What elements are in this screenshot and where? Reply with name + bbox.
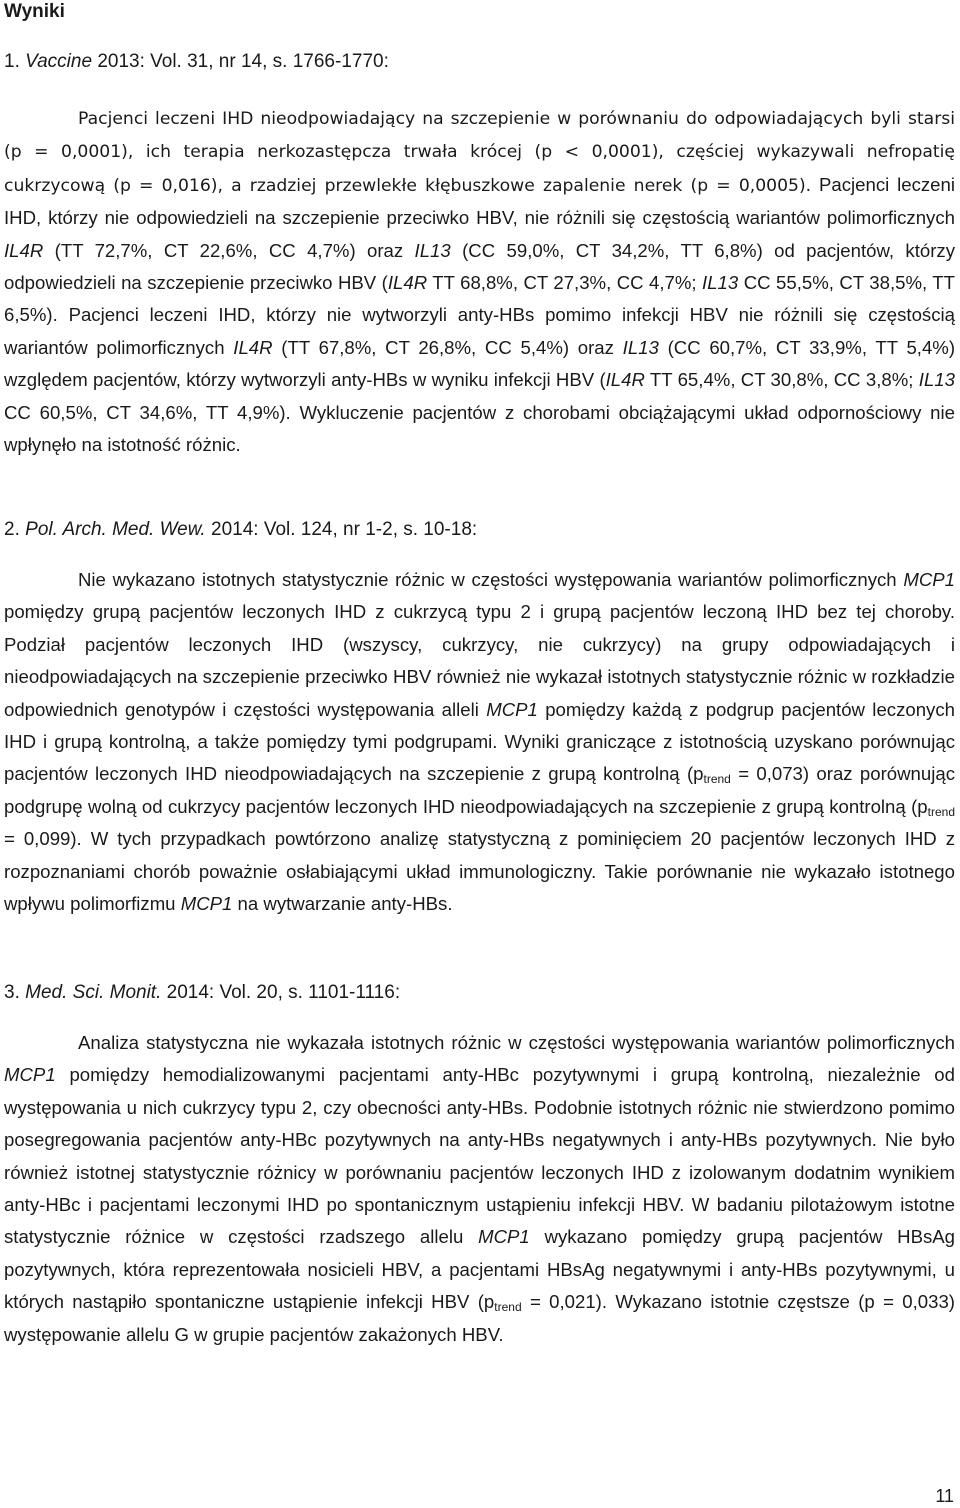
paragraph-text: (TT 72,7%, CT 22,6%, CC 4,7%) oraz: [54, 239, 404, 261]
gene-name: MCP1: [4, 1064, 56, 1086]
paragraph-text: (CC 60,7%, CT 33,9%, TT 5,4%) względem pacjentów, którzy wytworzyli anty-HBs w wyniku infekcji HBV (: [4, 336, 956, 391]
paragraph-text: wykazano pomiędzy grupą pacjentów HBsAg pozytywnych, która reprezentowała nosicieli HBV, a pacjentami HBsAg negatywnymi i anty-HBs pozytywnymi, u których nastąpiło spontaniczne ustąpienie infekcji HBV (p: [4, 1226, 956, 1313]
gene-name: IL4R: [233, 336, 273, 358]
reference-number: 2.: [4, 519, 20, 540]
reference-3-citation: [4, 981, 400, 1005]
paragraph-text: CC 60,5%, CT 34,6%, TT 4,9%). Wykluczenie pacjentów z chorobami obciążającymi układ odpornościowy nie wpłynęło na istotność różnic.: [4, 401, 955, 456]
subscript-trend: trend: [494, 1300, 522, 1315]
journal-name: Med. Sci. Monit.: [25, 982, 162, 1003]
gene-name: MCP1: [486, 698, 538, 720]
paragraph-text: CC 55,5%, CT 38,5%, TT 6,5%).: [4, 272, 956, 326]
gene-name: IL13: [702, 272, 739, 294]
gene-name: IL4R: [387, 272, 428, 294]
paragraph-text: Nie wykazano istotnych statystycznie różnic w częstości występowania wariantów polimorficznych: [78, 569, 897, 590]
gene-name: IL13: [918, 369, 955, 391]
paragraph-text: = 0,073) oraz porównując podgrupę wolną od cukrzycy pacjentów leczonych IHD nieodpowiadających na szczepienie z grupą kontrolną (p: [4, 763, 955, 817]
citation-details: 2014: Vol. 124, nr 1-2, s. 10-18:: [211, 519, 478, 540]
journal-name: Vaccine: [25, 51, 93, 72]
reference-1-paragraph: [4, 102, 955, 461]
gene-name: MCP1: [180, 893, 233, 915]
paragraph-text: Analiza statystyczna nie wykazała istotnych różnic w częstości występowania wariantów polimorficznych: [78, 1032, 955, 1053]
paragraph-text: TT 65,4%, CT 30,8%, CC 3,8%;: [649, 369, 914, 391]
paragraph-text: = 0,099). W tych przypadkach powtórzono analizę statystyczną z pominięciem 20 pacjentów leczonych IHD z rozpoznaniami chorób poważnie osłabiającymi układ immunologiczny. Takie porównanie nie wykazało istotnego wpływu polimorfizmu: [4, 828, 955, 915]
subscript-trend: trend: [703, 772, 731, 787]
paragraph-text: pomiędzy grupą pacjentów leczonych IHD z cukrzycą typu 2 i grupą pacjentów leczoną IHD bez tej choroby. Podział pacjentów leczonych IHD (wszyscy, cukrzycy, nie cukrzycy) na grupy odpowiadających i nieodpowiadających na szczepienie przeciwko HBV również nie wykazał istotnych statystycznie różnic w rozkładzie odpowiednich genotypów i częstości występowania alleli: [4, 601, 955, 720]
paragraph-text: Pacjenci leczeni IHD, którzy nie wytworzyli anty-HBs pomimo infekcji HBV nie różnili się częstością wariantów polimorficznych: [4, 304, 955, 358]
gene-name: MCP1: [903, 569, 955, 590]
reference-3-paragraph: [4, 1027, 955, 1351]
gene-name: IL13: [414, 239, 451, 261]
paragraph-text: (TT 67,8%, CT 26,8%, CC 5,4%) oraz: [281, 336, 614, 358]
subscript-trend: trend: [927, 804, 955, 819]
citation-details: 2013: Vol. 31, nr 14, s. 1766-1770:: [97, 51, 389, 72]
reference-2-citation: [4, 518, 477, 542]
gene-name: MCP1: [478, 1226, 530, 1248]
gene-name: IL13: [622, 336, 659, 358]
gene-name: IL4R: [605, 369, 645, 391]
paragraph-text: pomiędzy każdą z podgrup pacjentów leczonych IHD i grupą kontrolną, a także pomiędzy tymi podgrupami. Wyniki graniczące z istotnością uzyskano porównując pacjentów leczonych IHD nieodpowiadających na szczepienie z grupą kontrolną (p: [4, 698, 955, 785]
paragraph-text: pomiędzy hemodializowanymi pacjentami anty-HBc pozytywnymi i grupą kontrolną, niezależnie od występowania u nich cukrzycy typu 2, czy obecności anty-HBs. Podobnie istotnych różnic nie stwierdzono pomimo posegregowania pacjentów anty-HBc pozytywnych na anty-HBs negatywnych i anty-HBs pozytywnych. Nie było również istotnej statystycznie różnicy w porównaniu pacjentów leczonych IHD z izolowanym dodatnim wynikiem anty-HBc i pacjentami leczonymi IHD po spontanicznym ustąpieniu infekcji HBV. W badaniu pilotażowym istotne statystycznie różnice w częstości rzadszego allelu: [4, 1064, 955, 1248]
section-heading: Wyniki: [4, 1, 65, 22]
journal-name: Pol. Arch. Med. Wew.: [25, 519, 206, 540]
reference-number: 3.: [4, 982, 20, 1003]
paragraph-text: Pacjenci leczeni IHD, którzy nie odpowiedzieli na szczepienie przeciwko HBV, nie różnili się częstością wariantów polimorficznych: [4, 173, 955, 229]
gene-name: IL4R: [4, 239, 44, 261]
paragraph-text: (CC 59,0%, CT 34,2%, TT 6,8%) od pacjentów, którzy odpowiedzieli na szczepienie przeciwko HBV (: [4, 239, 955, 294]
paragraph-text: Pacjenci leczeni IHD nieodpowiadający na szczepienie w porównaniu do odpowiadających byli starsi (p = 0,0001), ich terapia nerkozastępcza trwała krócej (p < 0,0001), częściej wykazywali nefropatię cukrzycową (p = 0,016), a rzadziej przewlekłe kłębuszkowe zapalenie nerek (p = 0,0005).: [4, 109, 955, 196]
reference-2-paragraph: [4, 564, 955, 920]
reference-number: 1.: [4, 51, 20, 72]
paragraph-text: TT 68,8%, CT 27,3%, CC 4,7%;: [432, 272, 697, 294]
page-number: 11: [935, 1486, 954, 1506]
citation-details: 2014: Vol. 20, s. 1101-1116:: [166, 982, 401, 1003]
reference-1-citation: [4, 50, 389, 74]
paragraph-text: na wytwarzanie anty-HBs.: [237, 893, 453, 915]
paragraph-text: = 0,021). Wykazano istotnie częstsze (p = 0,033) występowanie allelu G w grupie pacjentów zakażonych HBV.: [4, 1291, 955, 1345]
